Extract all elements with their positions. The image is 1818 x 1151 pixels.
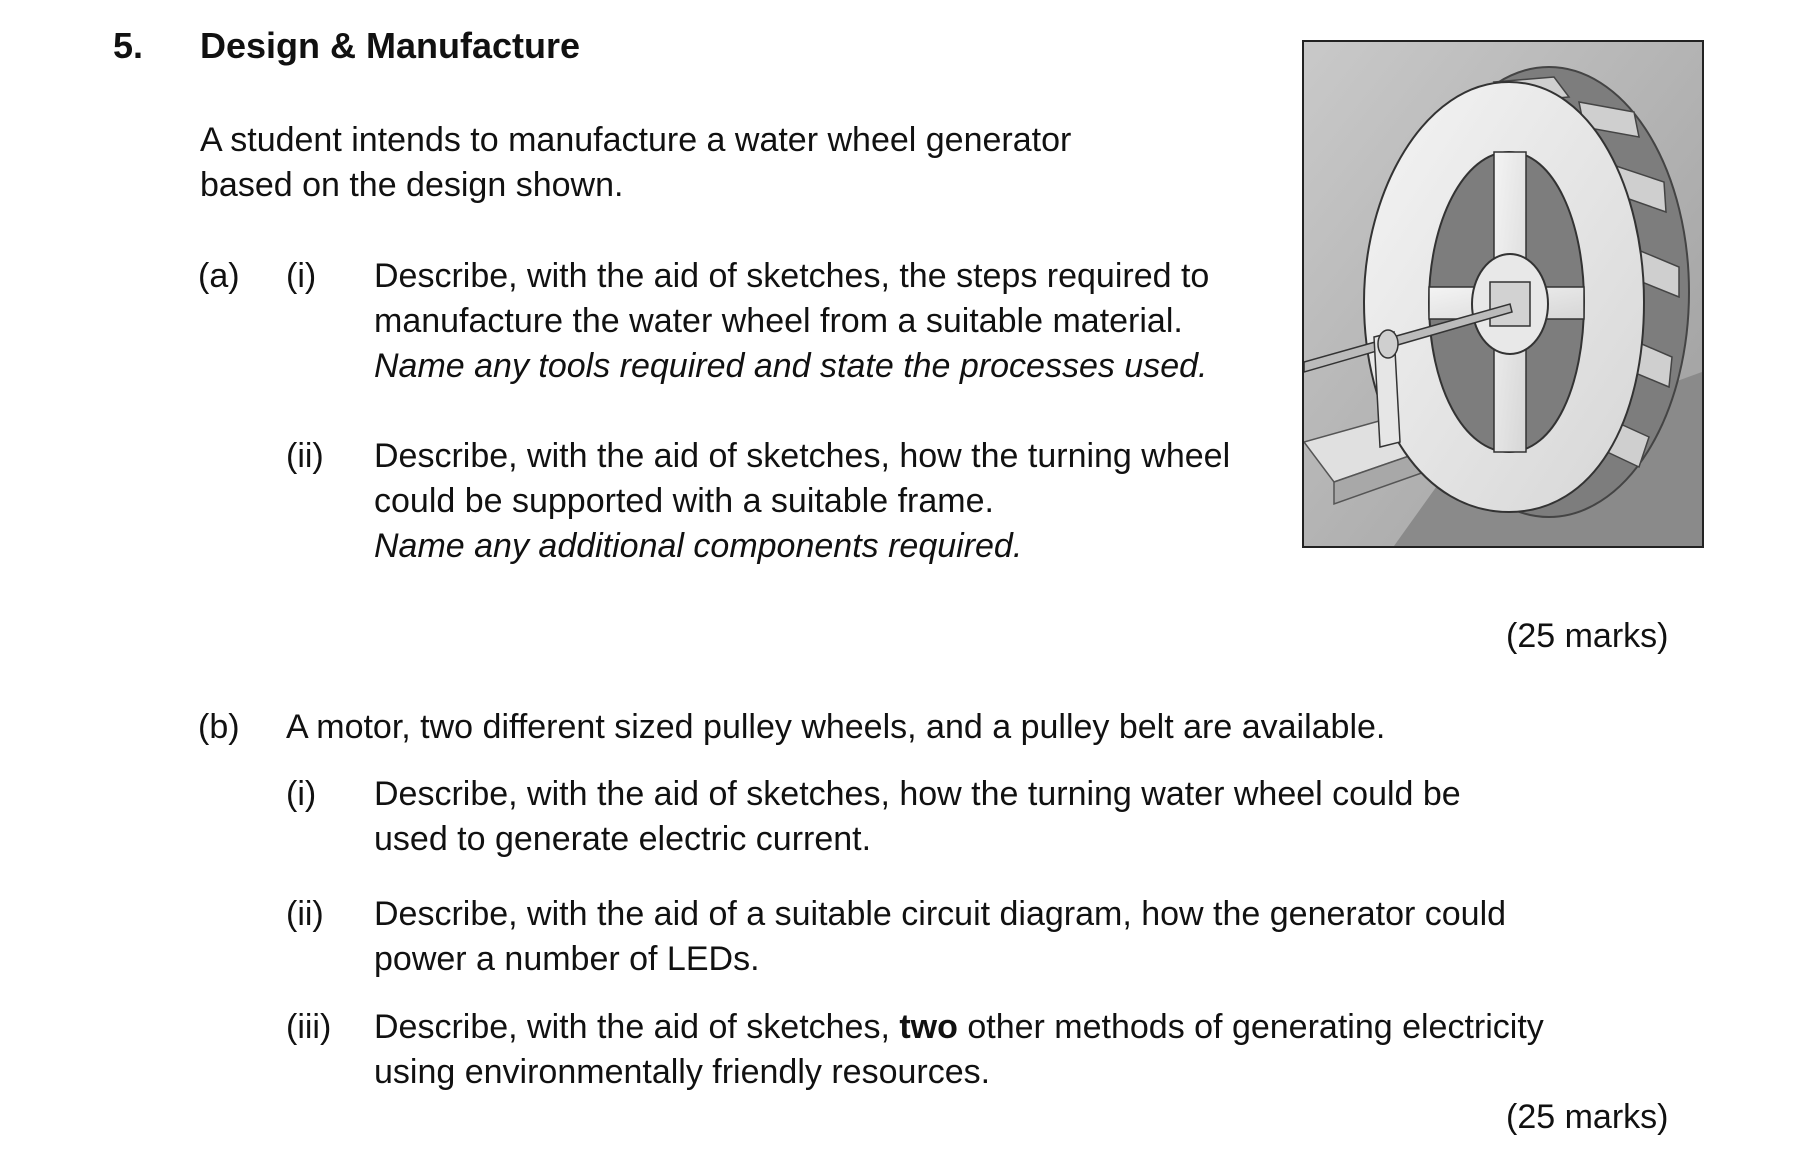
part-b-label: (b) [198, 708, 240, 746]
part-b-stem: A motor, two different sized pulley wheels, and a pulley belt are available. [286, 708, 1386, 746]
part-b-ii-line-1: Describe, with the aid of a suitable circuit diagram, how the generator could [374, 895, 1507, 933]
part-b-iii-text-after: other methods of generating electricity [957, 1008, 1544, 1046]
part-b-iii-emphasis: two [899, 1008, 958, 1046]
part-a-ii-line-1: Describe, with the aid of sketches, how the turning wheel [374, 437, 1231, 475]
intro-line-1: A student intends to manufacture a water wheel generator [200, 121, 1072, 159]
part-b-iii-line-2: using environmentally friendly resources. [374, 1053, 991, 1091]
part-a-i-instruction: Name any tools required and state the processes used. [374, 347, 1208, 385]
part-b-marks: (25 marks) [1506, 1098, 1669, 1136]
part-b-iii-label: (iii) [286, 1008, 332, 1046]
question-number: 5. [113, 25, 144, 66]
part-a-ii-line-2: could be supported with a suitable frame. [374, 482, 994, 520]
part-a-i-label: (i) [286, 257, 317, 295]
intro-line-2: based on the design shown. [200, 166, 624, 204]
part-b-ii-line-2: power a number of LEDs. [374, 940, 760, 978]
part-a-ii-label: (ii) [286, 437, 324, 475]
part-a-ii-instruction: Name any additional components required. [374, 527, 1023, 565]
water-wheel-generator-icon [1304, 42, 1702, 546]
part-a-marks: (25 marks) [1506, 617, 1669, 655]
part-b-i-line-2: used to generate electric current. [374, 820, 872, 858]
part-b-i-label: (i) [286, 775, 317, 813]
part-b-iii-text-before: Describe, with the aid of sketches, [374, 1008, 900, 1046]
part-b-i-line-1: Describe, with the aid of sketches, how the turning water wheel could be [374, 775, 1461, 813]
question-title: Design & Manufacture [200, 25, 581, 66]
part-a-i-line-2: manufacture the water wheel from a suitable material. [374, 302, 1183, 340]
water-wheel-figure [1302, 40, 1704, 548]
part-a-label: (a) [198, 257, 240, 295]
part-b-iii-line-1 [374, 1005, 1544, 1050]
part-b-ii-label: (ii) [286, 895, 324, 933]
part-a-i-line-1: Describe, with the aid of sketches, the steps required to [374, 257, 1210, 295]
